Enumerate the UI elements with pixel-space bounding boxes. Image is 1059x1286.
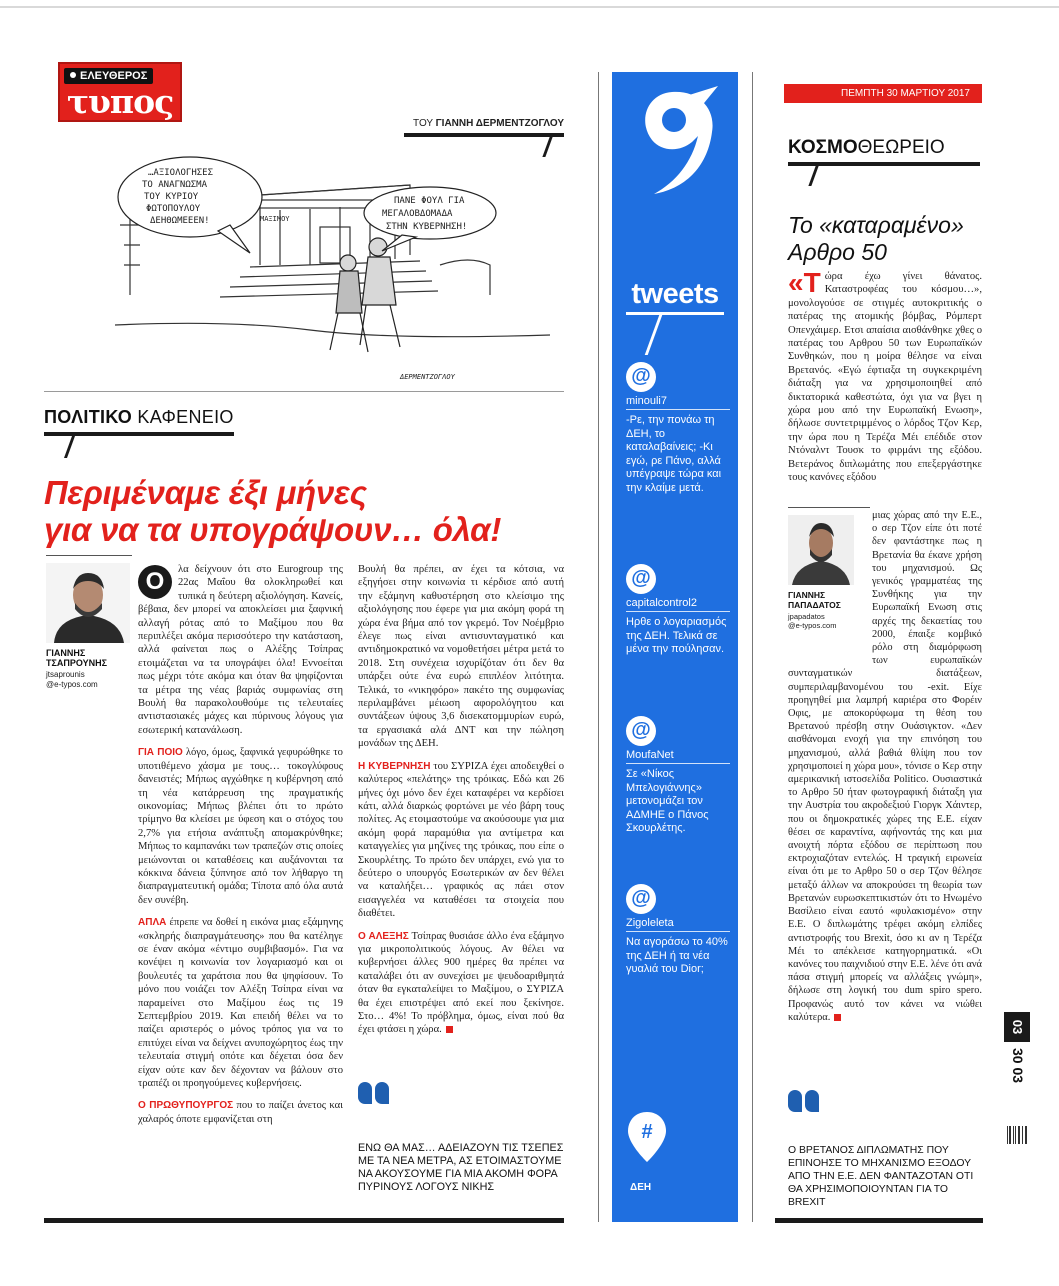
right-pull-quote: Ο ΒΡΕΤΑΝΟΣ ΔΙΠΛΩΜΑΤΗΣ ΠΟΥ ΕΠΙΝΟΗΣΕ ΤΟ ΜΗΧΑΝΙΣΜΟ ΕΞΟΔΟΥ ΑΠΟ ΤΗΝ Ε.Ε. ΔΕΝ ΦΑΝΤΑΖΟΤΑΝ ΟΤΙ ΘΑ ΧΡΗΣΙΜΟΠΟΙΟΥΝΤΑΝ ΓΙΑ ΤΟ BREXIT — [788, 1145, 974, 1208]
author-contact-right: jpapadatos @e-typos.com — [788, 612, 837, 630]
author-photo-tsaprounis — [46, 563, 130, 643]
cartoon-bubble-left-line-1: …ΑΞΙΟΛΟΓΗΣΕΣ — [148, 168, 214, 178]
right-article-paragraph: μιας χώρας από την Ε.Ε., ο σερ Τζον είπε ότι ποτέ δεν φαντάστηκε πως η Βρετανία θα έκανε χρήση του μηχανισμού. Ως γενικός γραμματέας της Συνθήκης για την Ευρωπαϊκή Ενωση στις αρχές της δεκαετίας του 2000, έπαιξε κομβικό ρόλο στη διαμόρφωση των ευρωπαϊκών συνταγματικών διατάξεων, συμπεριλαμβανομένου του -exit. Είχε προηγηθεί μια λαμπρή καριέρα στο Φορέιν Οφις, με αποκορύφωμα τη θέση του Βρετανού πρέσβη στην Ουάσιγκτον. «Δεν αισθάνομαι ενοχή για την επινόηση του μηχανισμού, αλλά βαθιά θλίψη που τον χρησιμοποιεί η χώρα μου», τόνισε ο Κερ στην αμερικανική ιστοσελίδα Politico. Ουσιαστικά το Αρθρο 50 ήταν φωτογραφική διάταξη για την Αυστρία του ακροδεξιού Γιοργκ Χάιντερ, που οι δημοκρατικές χώρες της Ε.Ε. είχαν θέσει σε καραντίνα, αφήνοντάς της και μια ανοιχτή πόρτα εξόδου σε περίπτωση που εκτροχιαζόταν εντελώς. Η τραγική ειρωνεία είναι ότι με το Αρθρο 50 ο σερ Τζον θέλησε μεταξύ άλλων να αποκρούσει τη θεωρία των Βρετανών ευρωσκεπτικιστών ότι το Ηνωμένο Βασίλειο είναι εαυτό «φυλακισμένο» στην Ε.Ε. Ο διπλωμάτης τρέφει ακόμη ελπίδες αντιστροφής του Brexit, όσο κι αν η Τερέζα Μέι το απέκλεισε κατηγορηματικά. «Οι κανόνες του παιχνιδιού στην Ε.Ε. λένε ότι ανά πάσα στιγμή μπορείς να αλλάξεις γνώμη», δήλωσε στη λογική του dum spiro spero. Προφανώς αυτό τον κάνει να νιώθει καλύτερα. — [788, 510, 982, 1023]
tweets-column — [612, 72, 738, 1222]
side-page-marker — [1004, 1012, 1034, 1122]
section-kicker-kosmotheoreio: ΚΟΣΜΟΘΕΩΡΕΙΟ — [788, 137, 945, 158]
issue-date-bar: ΠΕΜΠΤΗ 30 ΜΑΡΤΙΟΥ 2017 — [784, 84, 982, 103]
left-article-paragraph: ΓΙΑ ΠΟΙΟ λόγο, όμως, ξαφνικά γεφυρώθηκε το υποτιθέμενο χάσμα με τους… τοκογλύφους δανειστές; Μήπως αγχώθηκε η κυβέρνηση από τη νέα κατάρρευση της πραγματικής οικονομίας; Μήπως βλέπει ότι το πρώτο τρίμηνο θα κλείσει με ύφεση και ο στόχος του 2,7% για ετήσια ανάπτυξη απομακρύνθηκε; Μήπως το καμπανάκι των τραπεζών στις οποίες μειώνονται οι καταθέσεις και αυξάνονται τα κόκκινα δάνεια ξύπνησε από τον λήθαργο τη διαπραγματευτική ομάδα; Τίποτα από όλα αυτά δεν συνέβη. — [138, 747, 343, 906]
tweet-handle: capitalcontrol2 — [626, 597, 697, 609]
dropcap-o: O — [138, 565, 172, 599]
tweets-title-rule — [626, 312, 724, 315]
political-cartoon — [110, 155, 555, 387]
quote-mark-icon — [358, 1082, 392, 1104]
page-date-vertical: 30 03 — [1010, 1048, 1026, 1084]
tweets-right-divider — [752, 72, 753, 1222]
byline-rule-tail — [542, 137, 552, 157]
at-icon: @ — [626, 564, 656, 594]
left-article-paragraph: Ο ΠΡΩΘΥΠΟΥΡΓΟΣ που το παίζει άνετος και χαλαρός όποτε εμφανίζεται στη — [138, 1100, 343, 1125]
logo-wordmark: τυπος — [66, 82, 174, 121]
tweet-divider — [626, 763, 730, 764]
at-icon: @ — [626, 884, 656, 914]
cartoon-bubble-left-line-2: ΤΟ ΑΝΑΓΝΩΣΜΑ — [142, 180, 208, 190]
at-icon: @ — [626, 716, 656, 746]
section-kicker-tail — [808, 166, 818, 186]
tweet-text: Σε «Νίκος Μπελογιάννης» μετονομάζει τον ΑΔΜΗΕ ο Πάνος Σκουρλέτης. — [626, 768, 709, 835]
author-name-right: ΓΙΑΝΝΗΣ ΠΑΠΑΔΑΤΟΣ — [788, 590, 841, 610]
byline-rule — [404, 133, 564, 137]
left-article-paragraph: O λα δείχνουν ότι στο Eurogroup της 22ας Μαΐου θα ολοκληρωθεί και τυπικά η δεύτερη αξιολόγηση. Κανείς, βέβαια, δεν μπορεί να αποκλείσει μια ξαφνική αλλαγή ρότας από το Μαξίμου που θα περιπλέξει ακόμα περισσότερο την κατάσταση, αλλά φαίνεται πως ο Αλέξης Τσίπρας ετοιμάζεται να τα υπογράψει όλα! Εννοείται πως μέχρι τότε ακόμα και όταν θα ψηφίζονται τα μέτρα της νέας βαριάς συμφωνίας στη Βουλή θα παρακολουθούμε τις τελευταίες αντιστασιακές μάχες και πύρινους λόγους για εσωτερική κατανάλωση. — [138, 564, 343, 736]
tweets-left-divider — [598, 72, 599, 1222]
left-pull-quote: ΕΝΩ ΘΑ ΜΑΣ… ΑΔΕΙΑΖΟΥΝ ΤΙΣ ΤΣΕΠΕΣ ΜΕ ΤΑ ΝΕΑ ΜΕΤΡΑ, ΑΣ ΕΤΟΙΜΑΣΤΟΥΜΕ ΝΑ ΑΚΟΥΣΟΥΜΕ ΓΙΑ ΜΙΑ ΑΚΟΜΗ ΦΟΡΑ ΠΥΡΙΝΟΥΣ ΛΟΓΟΥΣ ΝΙΚΗΣ — [358, 1142, 564, 1193]
cartoon-byline: ΤΟΥ ΓΙΑΝΝΗ ΔΕΡΜΕΝΤΖΟΓΛΟΥ — [413, 118, 564, 129]
left-article-paragraph: ΑΠΛΑ έπρεπε να δοθεί η εικόνα μιας εξάμηνης «σκληρής διαπραγμάτευσης» που θα κατέληγε σε έναν ακόμα «έντιμο συμβιβασμό». Για να κονέψει η κοινωνία τον λογαριασμό και οι βουλευτές τα χαράτσια που θα ψηφίσουν. Το μόνο που νοιάζει τον Αλέξη Τσίπρα είναι να παραμείνει στο Μαξίμου έως τις 19 Σεπτεμβρίου 2019. Και επειδή θέλει να το παίζει αριστερός ο μόνος τρόπος για να το επιτύχει είναι να δείχνει ανυποχώρητος έως την τελευταία στιγμή οπότε και δέχεται όσα δεν είχαν ούτε καν δεν δέχονταν να βάλουν στο τραπέζι οι προηγούμενες κυβερνήσεις. — [138, 917, 343, 1090]
cartoon-bubble-left-line-5: ΔΕΗΘΩΜΕΕΕΝ! — [150, 216, 210, 226]
left-article-column-2 — [358, 563, 564, 1046]
tweet-item — [626, 564, 732, 657]
cartoon-bubble-right-line-2: ΜΕΓΑΛΟΒΔΟΜΑΔΑ — [382, 209, 453, 219]
author-contact-left: jtsaprounis @e-typos.com — [46, 670, 98, 689]
barcode-icon — [1006, 1126, 1028, 1144]
left-article-paragraph: Ο ΑΛΕΞΗΣ Τσίπρας θυσιάσε άλλο ένα εξάμηνο για μικροπολιτικούς λόγους. Αν θέλει να κυβερνήσει άλλες 900 ημέρες θα πρέπει να καταλάβει ότι αν συνεχίσει με ψευδοαριθμητά όταν θα εγκαταλείψει το Μαξίμου, ο ΣΥΡΙΖΑ θα έχει επιστρέψει από εκεί που ξεκίνησε. Στο… 4%! Το πρόβλημα, όμως, είναι πού θα έχει φτάσει η χώρα. — [358, 930, 565, 1036]
author-name-left: ΓΙΑΝΝΗΣ ΤΣΑΠΡΟΥΝΗΣ — [46, 648, 108, 668]
hash-symbol: # — [641, 1121, 653, 1143]
tweet-divider — [626, 409, 730, 410]
tweet-handle: minouli7 — [626, 395, 667, 407]
section-kicker-tail — [64, 436, 75, 458]
tweet-handle: MoufaNet — [626, 749, 674, 761]
tweet-handle: Zigoleleta — [626, 917, 674, 929]
newspaper-logo — [58, 62, 182, 122]
tweet-item — [626, 716, 732, 836]
logo-tag: ΕΛΕΥΘΕΡΟΣ — [64, 68, 153, 84]
left-article-paragraph: Η ΚΥΒΕΡΝΗΣΗ του ΣΥΡΙΖΑ έχει αποδειχθεί ο καλύτερος «πελάτης» της τρόικας. Εδώ και 26 μήνες όχι μόνο δεν έχει καταφέρει να κερδίσει κάτι, αλλά διαρκώς φορτώνει με νέο βάρη τους πολίτες. Ας ετοιμαστούμε να ακούσουμε για μια ακόμη φορά παραμύθια για αντίμετρα και καταγγελίες για μηζίνες της τρόικας, που είπε ο Σκουρλέτης. Το πρώτο δεν υπάρχει, ενώ για το δεύτερο ο υπουργός Εσωτερικών αν δεν θέλει να καταλήξει… γραφικός ας πάει στον εισαγγελέα να καταθέσει τα στοιχεία που διαθέτει. — [358, 760, 565, 920]
right-article-body-top — [788, 267, 982, 494]
cartoon-sign: ΜΑΞΙΜΟΥ — [260, 215, 290, 223]
right-article-paragraph: «Τώρα έχω γίνει θάνατος. Καταστροφέας του κόσμου…», μονολογούσε σε στιγμές αυτοκριτικής ο πατέρας της ατομικής βόμβας, Ρόμπερτ Οπενχάιμερ. Ετσι απαίσια αισθάνθηκε χθες ο πατέρας του Αρθρου 50 των Ευρωπαϊκών Συνθηκών, που η μοίρα θέλησε να είναι Βρετανός. «Εγώ έφτιαξα τη συγκεκριμένη διάταξη για να χρησιμοποιηθεί από δικτατορικά καθεστώτα, όχι για να βγει η χώρα μου από την Ευρωπαϊκή Ενωση», δήλωσε συντετριμμένος ο λόρδος Τζον Κερ, την ώρα που η Τερέζα Μέι επέδιδε στον Ντόναλντ Τουσκ το φιρμάνι της εξόδου. Βετεράνος διπλωμάτης που επεξεργάστηκε τους κανόνες εξόδου — [788, 267, 982, 484]
cartoon-bubble-left-line-4: ΦΩΤΟΠΟΥΛΟΥ — [146, 204, 201, 214]
page-number-box: 03 — [1004, 1012, 1030, 1042]
text-wrap-spacer — [788, 509, 872, 659]
tweet-item — [626, 362, 732, 496]
tweet-item — [626, 884, 732, 977]
hashtag-label: ΔΕΗ — [630, 1182, 652, 1193]
at-icon: @ — [626, 362, 656, 392]
end-of-article-mark — [834, 1014, 841, 1021]
tweet-text: Να αγοράσω το 40% της ΔΕΗ ή τα νέα γυαλιά του Dior; — [626, 936, 728, 976]
section-kicker-politiko: ΠΟΛΙΤΙΚΟ ΚΑΦΕΝΕΙΟ — [44, 407, 234, 427]
right-article-body-bottom — [788, 509, 982, 1033]
tweet-divider — [626, 611, 730, 612]
cartoon-bottom-rule — [44, 391, 564, 392]
left-article-paragraph: Βουλή θα πρέπει, αν έχει τα κότσια, να εξηγήσει στην κοινωνία τι κέρδισε από αυτή την εξάμηνη καθυστέρηση στο κλείσιμο της αξιολόγησης που έφερε για μια ακόμη φορά τη χώρα ένα βήμα από τον γκρεμό. Τον Νοέμβριο έλεγε πως είναι αντισυνταγματικό και αντιδημοκρατικό να νομοθετήσει μέτρα μετά το 2018. Στη συνέχεια ισχυρίζόταν ότι δεν θα υπάρξει ούτε ένα ευρώ επιπλέον λιτότητα. Τελικά, το «νικηφόρο» πακέτο της συμφωνίας περιλαμβάνει μέιωση αφορολόγητου και συντάξεων ύψους 3,6 δισεκατομμυρίων ευρώ, τα εργασιακά αλά ΔΝΤ και την πώληση μονάδων της ΔΕΗ. — [358, 564, 564, 750]
tweets-title-tail — [645, 315, 663, 355]
page-top-rule — [0, 6, 1059, 8]
left-article-column-1 — [138, 563, 343, 1135]
quote-mark-icon — [788, 1090, 822, 1112]
left-bottom-rule — [44, 1218, 564, 1223]
cartoon-bubble-left-line-3: ΤΟΥ ΚΥΡΙΟΥ — [144, 192, 199, 202]
tweet-text: -Ρε, την πονάω τη ΔΕΗ, το καταλαβαίνεις; -Κι εγώ, ρε Πάνο, αλλά υπέγραψε τώρα και την κλαίμε μετά. — [626, 414, 722, 494]
hashtag-pin-icon — [626, 1110, 668, 1164]
author-rule — [788, 507, 870, 508]
cartoon-bubble-right-line-3: ΣΤΗΝ ΚΥΒΕΡΝΗΣΗ! — [386, 222, 468, 232]
tweets-title: tweets — [631, 278, 719, 310]
right-article-headline: Το «καταραμένο» Αρθρο 50 — [788, 212, 964, 265]
cartoon-bubble-right-line-1: ΠΑΝΕ ΦΟΥΛ ΓΙΑ — [394, 196, 465, 206]
cartoon-signature: ΔΕΡΜΕΝΤΖΟΓΛΟΥ — [400, 373, 455, 381]
left-article-headline: Περιμέναμε έξι μήνες για να τα υπογράψουν… όλα! — [44, 474, 502, 548]
end-of-article-mark — [446, 1026, 453, 1033]
right-bottom-rule — [775, 1218, 983, 1223]
tweet-text: Ηρθε ο λογαριασμός της ΔΕΗ. Τελικά σε μένα την πούλησαν. — [626, 616, 727, 656]
tweets-bird-logo-icon — [626, 82, 726, 202]
tweet-divider — [626, 931, 730, 932]
author-rule — [46, 555, 132, 556]
dropcap-t: «Τ — [788, 267, 821, 298]
